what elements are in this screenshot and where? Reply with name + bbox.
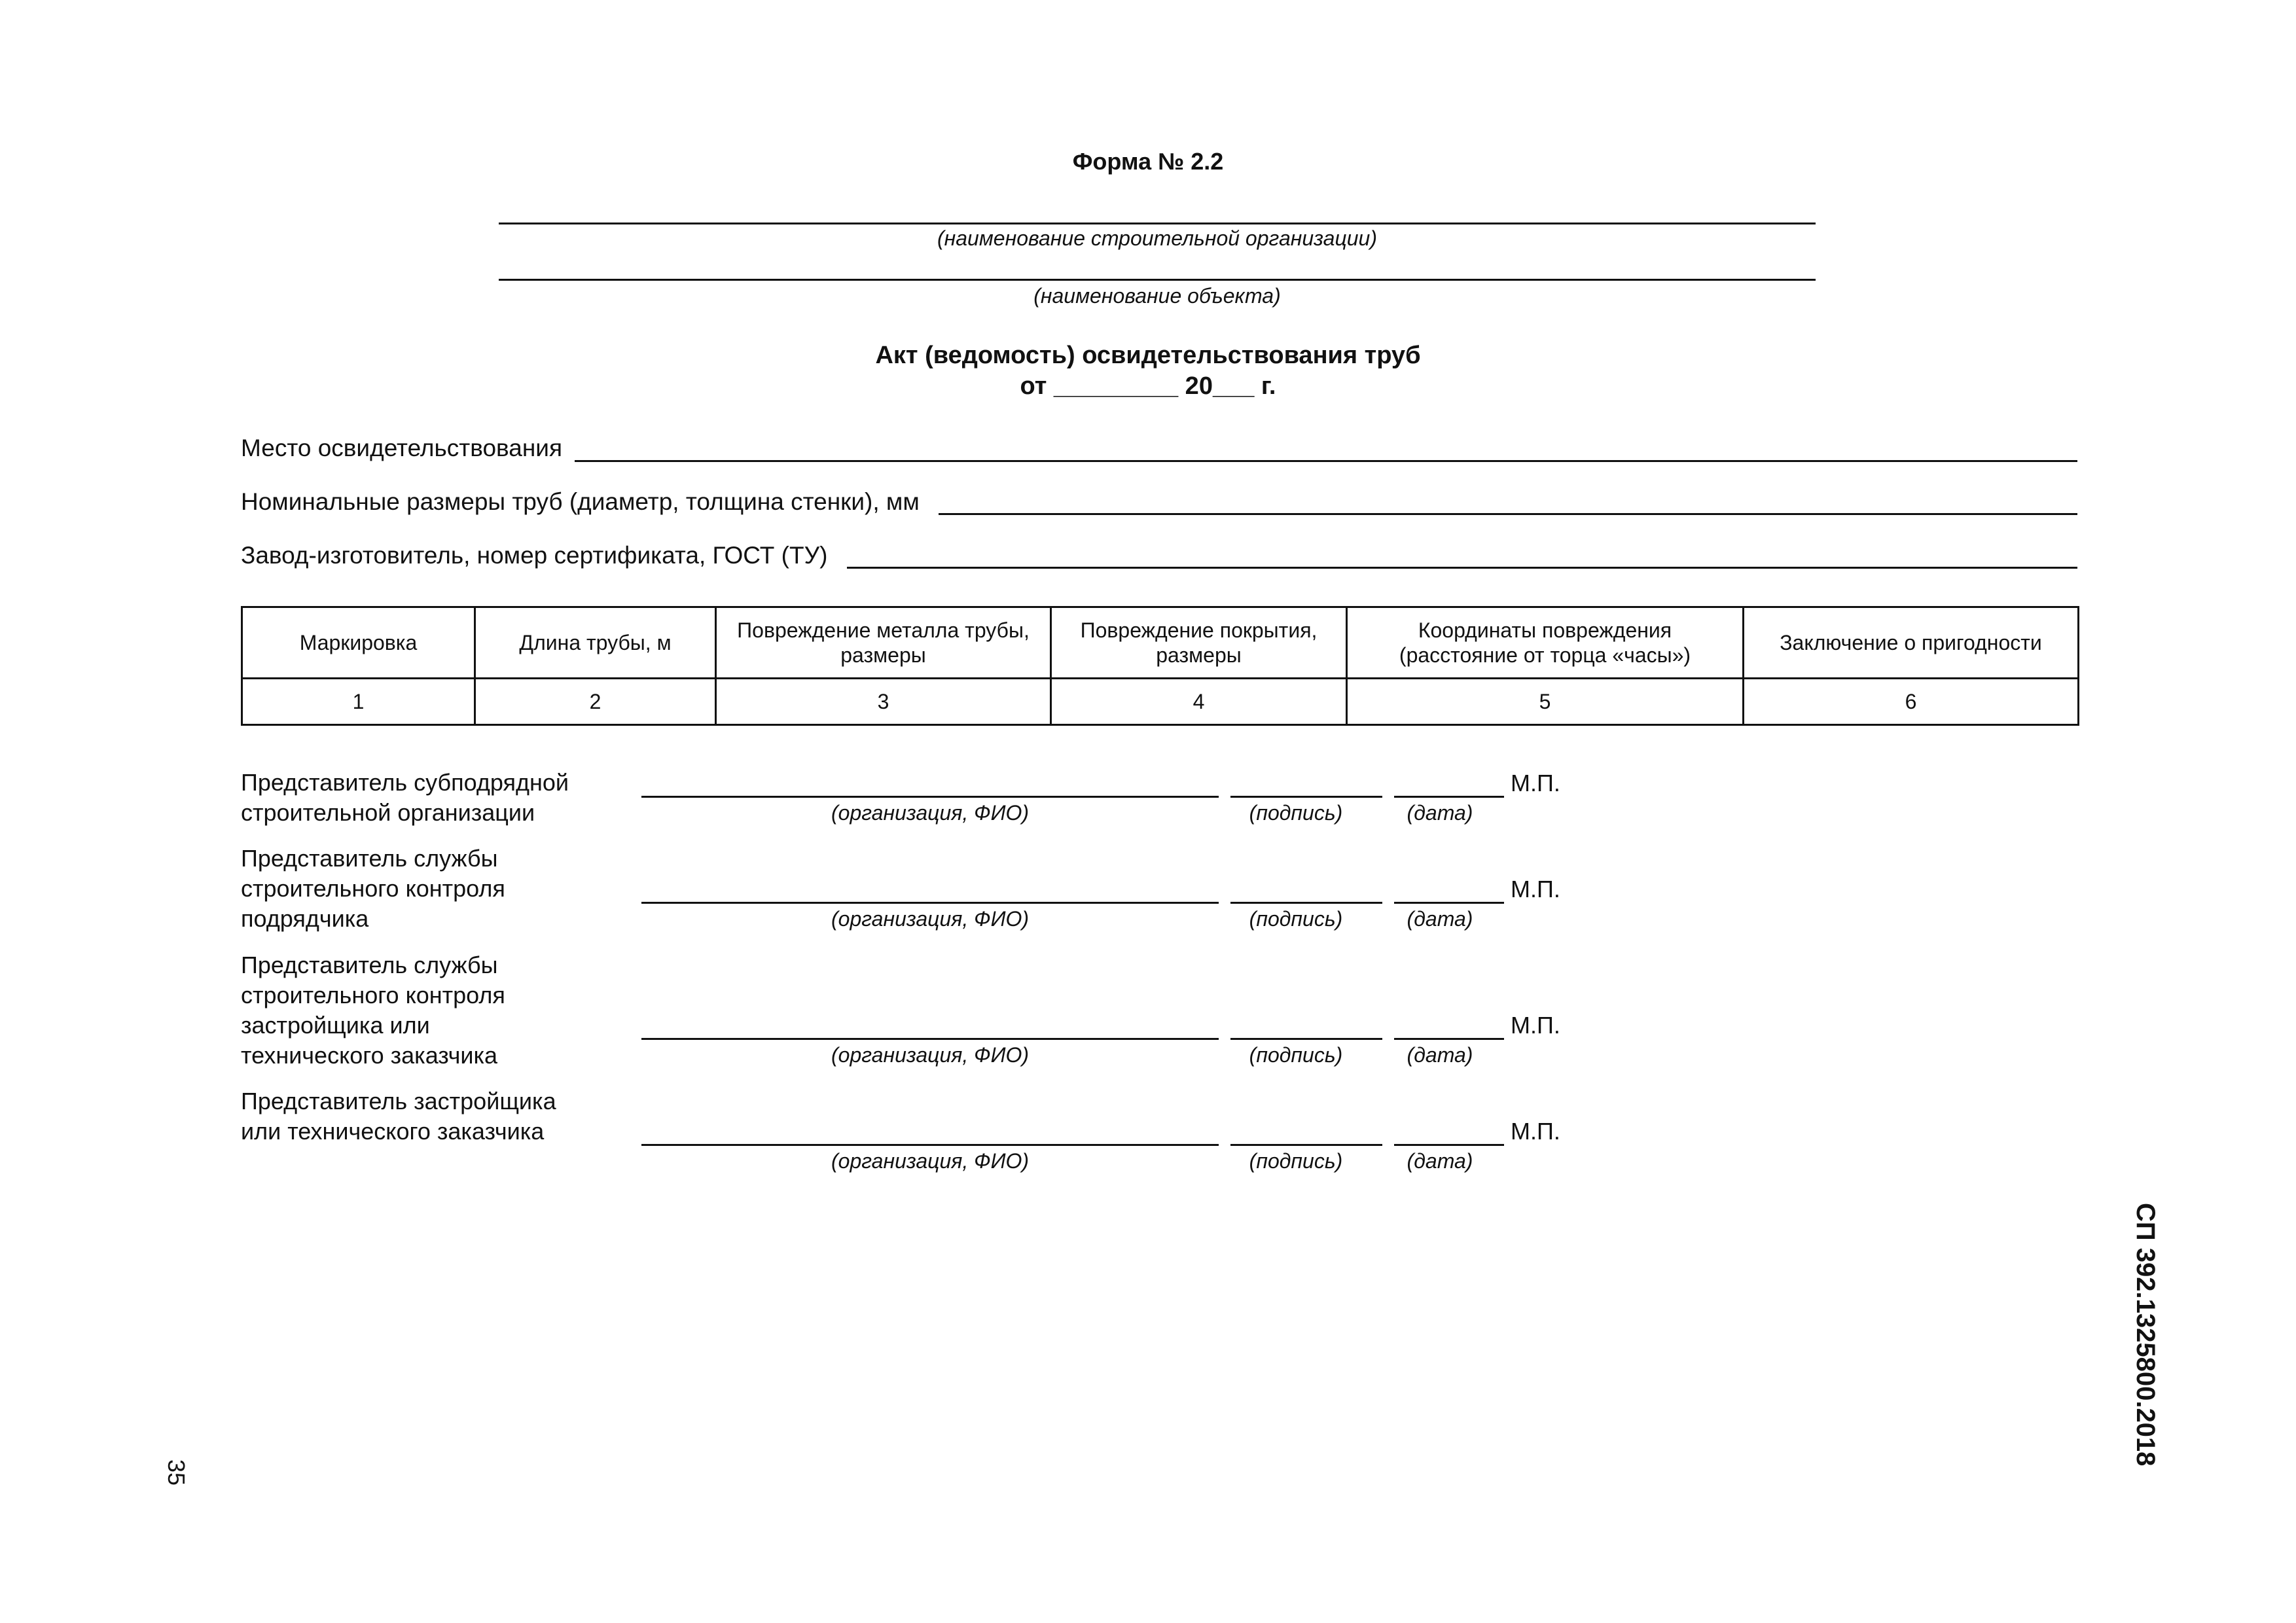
- org-fio-line: [641, 1038, 1219, 1040]
- stamp-mark: М.П.: [1511, 1012, 1560, 1039]
- rep-label-line: строительного контроля: [241, 982, 505, 1008]
- rep-label-line: Представитель службы: [241, 952, 498, 978]
- org-fio-caption: (организация, ФИО): [831, 1043, 1030, 1067]
- act-title: Акт (ведомость) освидетельствования труб: [875, 342, 1421, 369]
- date-caption: (дата): [1407, 1043, 1473, 1067]
- form-number: Форма № 2.2: [1072, 148, 1224, 175]
- rep-label-line: застройщика или: [241, 1012, 430, 1039]
- col-number: 5: [1347, 679, 1744, 725]
- stamp-mark: М.П.: [1511, 1118, 1560, 1145]
- manufacturer-label: Завод-изготовитель, номер сертификата, ГОСТ (ТУ): [241, 542, 828, 569]
- rep-label-line: строительной организации: [241, 799, 535, 826]
- rep-label-line: Представитель субподрядной: [241, 769, 569, 796]
- signature-line: [1230, 902, 1382, 904]
- rep-subcontractor-label: [241, 768, 634, 828]
- col-number: 3: [716, 679, 1051, 725]
- rep-customer-label: [241, 1086, 634, 1147]
- signature-line: [1230, 1144, 1382, 1146]
- rep-label-line: строительного контроля: [241, 875, 505, 902]
- rep-label-line: Представитель службы: [241, 845, 498, 872]
- org-fio-caption: (организация, ФИО): [831, 1149, 1030, 1173]
- date-caption: (дата): [1407, 907, 1473, 931]
- table-header-row: [242, 607, 2079, 679]
- col-number: 6: [1744, 679, 2079, 725]
- col-number: 2: [475, 679, 716, 725]
- act-date: от _________ 20___ г.: [1020, 372, 1276, 400]
- signature-line: [1230, 1038, 1382, 1040]
- date-line: [1394, 1038, 1504, 1040]
- org-fio-line: [641, 902, 1219, 904]
- org-fio-caption: (организация, ФИО): [831, 801, 1030, 825]
- place-label: Место освидетельствования: [241, 435, 563, 461]
- page-number: 35: [163, 1459, 190, 1486]
- rep-customer-control-label: [241, 950, 634, 1071]
- col-header-conclusion: Заключение о пригодности: [1744, 607, 2079, 679]
- rep-contractor-control-label: [241, 844, 634, 934]
- signature-caption: (подпись): [1249, 1043, 1343, 1067]
- sizes-line: [939, 513, 2077, 515]
- date-caption: (дата): [1407, 801, 1473, 825]
- rep-label-line: или технического заказчика: [241, 1118, 545, 1145]
- col-header-marking: Маркировка: [242, 607, 475, 679]
- col-header-coordinates: Координаты повреждения (расстояние от торца «часы»): [1347, 607, 1744, 679]
- date-line: [1394, 1144, 1504, 1146]
- signature-caption: (подпись): [1249, 801, 1343, 825]
- col-header-coating-damage: Повреждение покрытия, размеры: [1051, 607, 1347, 679]
- col-number: 1: [242, 679, 475, 725]
- inspection-table: [241, 606, 2079, 726]
- object-name-line: [499, 279, 1816, 281]
- date-line: [1394, 902, 1504, 904]
- rep-label-line: технического заказчика: [241, 1042, 498, 1069]
- stamp-mark: М.П.: [1511, 770, 1560, 796]
- object-name-caption: (наименование объекта): [1033, 284, 1281, 308]
- rep-label-line: подрядчика: [241, 905, 369, 932]
- document-code: СП 392.1325800.2018: [2131, 1203, 2160, 1467]
- org-fio-line: [641, 796, 1219, 798]
- org-name-caption: (наименование строительной организации): [937, 226, 1377, 250]
- table-number-row: [242, 679, 2079, 725]
- col-header-metal-damage: Повреждение металла трубы, размеры: [716, 607, 1051, 679]
- signature-caption: (подпись): [1249, 907, 1343, 931]
- signature-caption: (подпись): [1249, 1149, 1343, 1173]
- col-number: 4: [1051, 679, 1347, 725]
- signature-line: [1230, 796, 1382, 798]
- date-line: [1394, 796, 1504, 798]
- place-line: [575, 460, 2077, 462]
- stamp-mark: М.П.: [1511, 876, 1560, 902]
- org-fio-line: [641, 1144, 1219, 1146]
- sizes-label: Номинальные размеры труб (диаметр, толщина стенки), мм: [241, 488, 920, 515]
- org-fio-caption: (организация, ФИО): [831, 907, 1030, 931]
- rep-label-line: Представитель застройщика: [241, 1088, 556, 1115]
- org-name-line: [499, 223, 1816, 224]
- manufacturer-line: [847, 567, 2077, 569]
- date-caption: (дата): [1407, 1149, 1473, 1173]
- col-header-length: Длина трубы, м: [475, 607, 716, 679]
